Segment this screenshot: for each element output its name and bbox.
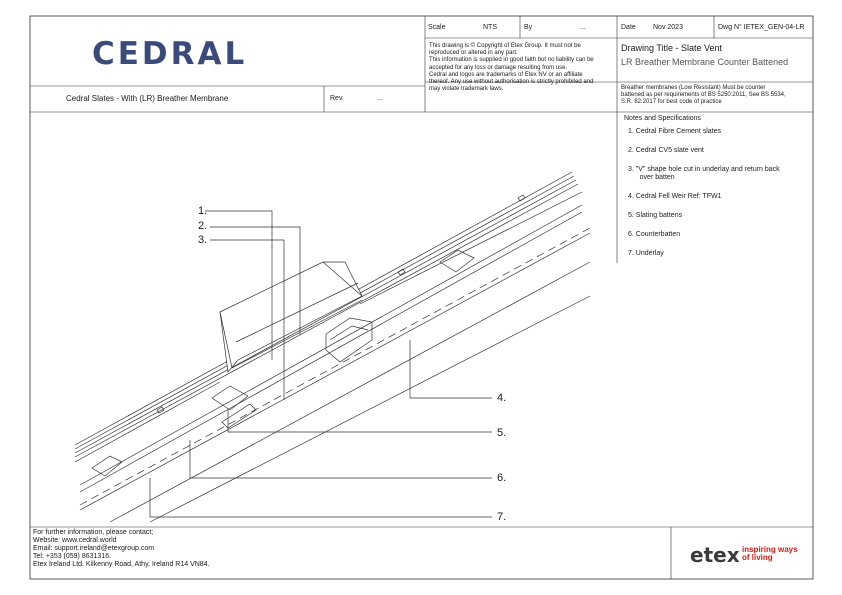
callout-2: 2. bbox=[198, 220, 208, 232]
copyright-line: thereof. Any use without authorisation is strictly prohibited and bbox=[429, 79, 594, 86]
batten-profile bbox=[222, 404, 256, 428]
date-value: Nov 2023 bbox=[653, 24, 683, 31]
etex-tagline bbox=[742, 546, 798, 562]
rev-value: ... bbox=[377, 95, 383, 102]
drawing-subtitle: LR Breather Membrane Counter Battened bbox=[621, 57, 789, 67]
membrane-note-line: Breather membranes (Low Resistant) Must be counter bbox=[621, 85, 766, 91]
note-item: 4. Cedral Fell Weir Ref: TFW1 bbox=[628, 193, 722, 200]
notes-heading: Notes and Specifications bbox=[624, 115, 702, 122]
cedral-logo: CEDRAL bbox=[92, 36, 248, 72]
callout-5: 5. bbox=[497, 427, 507, 439]
etex-tagline-line: of living bbox=[742, 553, 773, 562]
callout-7: 7. bbox=[497, 511, 507, 523]
rev-label: Rev. bbox=[330, 95, 344, 102]
slate-line bbox=[360, 192, 582, 304]
contact-block bbox=[33, 529, 210, 569]
slate-line bbox=[75, 180, 576, 453]
batten-profile bbox=[92, 456, 122, 476]
leader-6 bbox=[190, 440, 492, 478]
by-value: ... bbox=[580, 24, 586, 31]
note-item: 6. Counterbatten bbox=[628, 231, 681, 238]
copyright-line: This information is supplied in good faith but no liability can be bbox=[429, 57, 594, 64]
callout-6: 6. bbox=[497, 472, 507, 484]
note-item: 1. Cedral Fibre Cement slates bbox=[628, 128, 721, 135]
fell-weir-inner bbox=[330, 326, 368, 340]
batten-profile bbox=[212, 386, 248, 410]
leader-7 bbox=[150, 478, 492, 517]
leader-5 bbox=[228, 410, 492, 432]
slate-line bbox=[75, 184, 578, 457]
copyright-line: This drawing is © Copyright of Etex Group. It must not be bbox=[429, 43, 581, 49]
leader-4 bbox=[410, 340, 492, 398]
contact-phone: Tel: +353 (059) 8631316. bbox=[33, 553, 112, 560]
drawing-title: Drawing Title - Slate Vent bbox=[621, 43, 723, 53]
etex-logo: etex bbox=[690, 543, 740, 567]
note-item: 2. Cedral CV5 slate vent bbox=[628, 147, 704, 154]
note-item: over batten bbox=[628, 174, 675, 181]
note-item: 3. "V" shape hole cut in underlay and return back bbox=[628, 166, 780, 173]
copyright-line: accepted for any loss or damage resulting from use. bbox=[429, 64, 568, 71]
note-item: 7. Underlay bbox=[628, 250, 664, 257]
contact-email: Email: support.ireland@etexgroup.com bbox=[33, 545, 155, 552]
membrane-note-line: battened as per requirements of BS 5250:2011, See BS 5534, bbox=[621, 92, 786, 99]
counterbatten-line bbox=[80, 212, 582, 492]
membrane-note-line: S.R. 82:2017 for best code of practice bbox=[621, 99, 722, 106]
project-title: Cedral Slates - With (LR) Breather Membrane bbox=[66, 94, 229, 103]
slate-line bbox=[75, 382, 220, 462]
callout-1: 1. bbox=[198, 205, 208, 217]
scale-label: Scale bbox=[428, 24, 446, 31]
copyright-line: reproduced or altered in any part. bbox=[429, 50, 518, 57]
slate-vent bbox=[220, 262, 362, 372]
drawing-number: Dwg N° IETEX_GEN-04-LR bbox=[718, 24, 805, 31]
counterbatten-line bbox=[80, 205, 582, 485]
note-item: 5. Slating battens bbox=[628, 212, 683, 219]
callout-4: 4. bbox=[497, 392, 507, 404]
date-label: Date bbox=[621, 24, 636, 31]
by-label: By bbox=[524, 24, 533, 31]
copyright-line: Cedral and logos are trademarks of Etex NV or an affiliate bbox=[429, 71, 583, 78]
scale-value: NTS bbox=[483, 24, 497, 31]
contact-address: Etex Ireland Ltd. Kilkenny Road, Athy, Ireland R14 VN84. bbox=[33, 561, 210, 568]
etex-tagline-line: inspiring ways bbox=[742, 545, 798, 554]
contact-website: Website: www.cedral.world bbox=[33, 537, 117, 544]
contact-line: For further information, please contact; bbox=[33, 529, 154, 536]
callout-3: 3. bbox=[198, 234, 208, 246]
copyright-line: may violate trademark laws. bbox=[429, 86, 504, 93]
